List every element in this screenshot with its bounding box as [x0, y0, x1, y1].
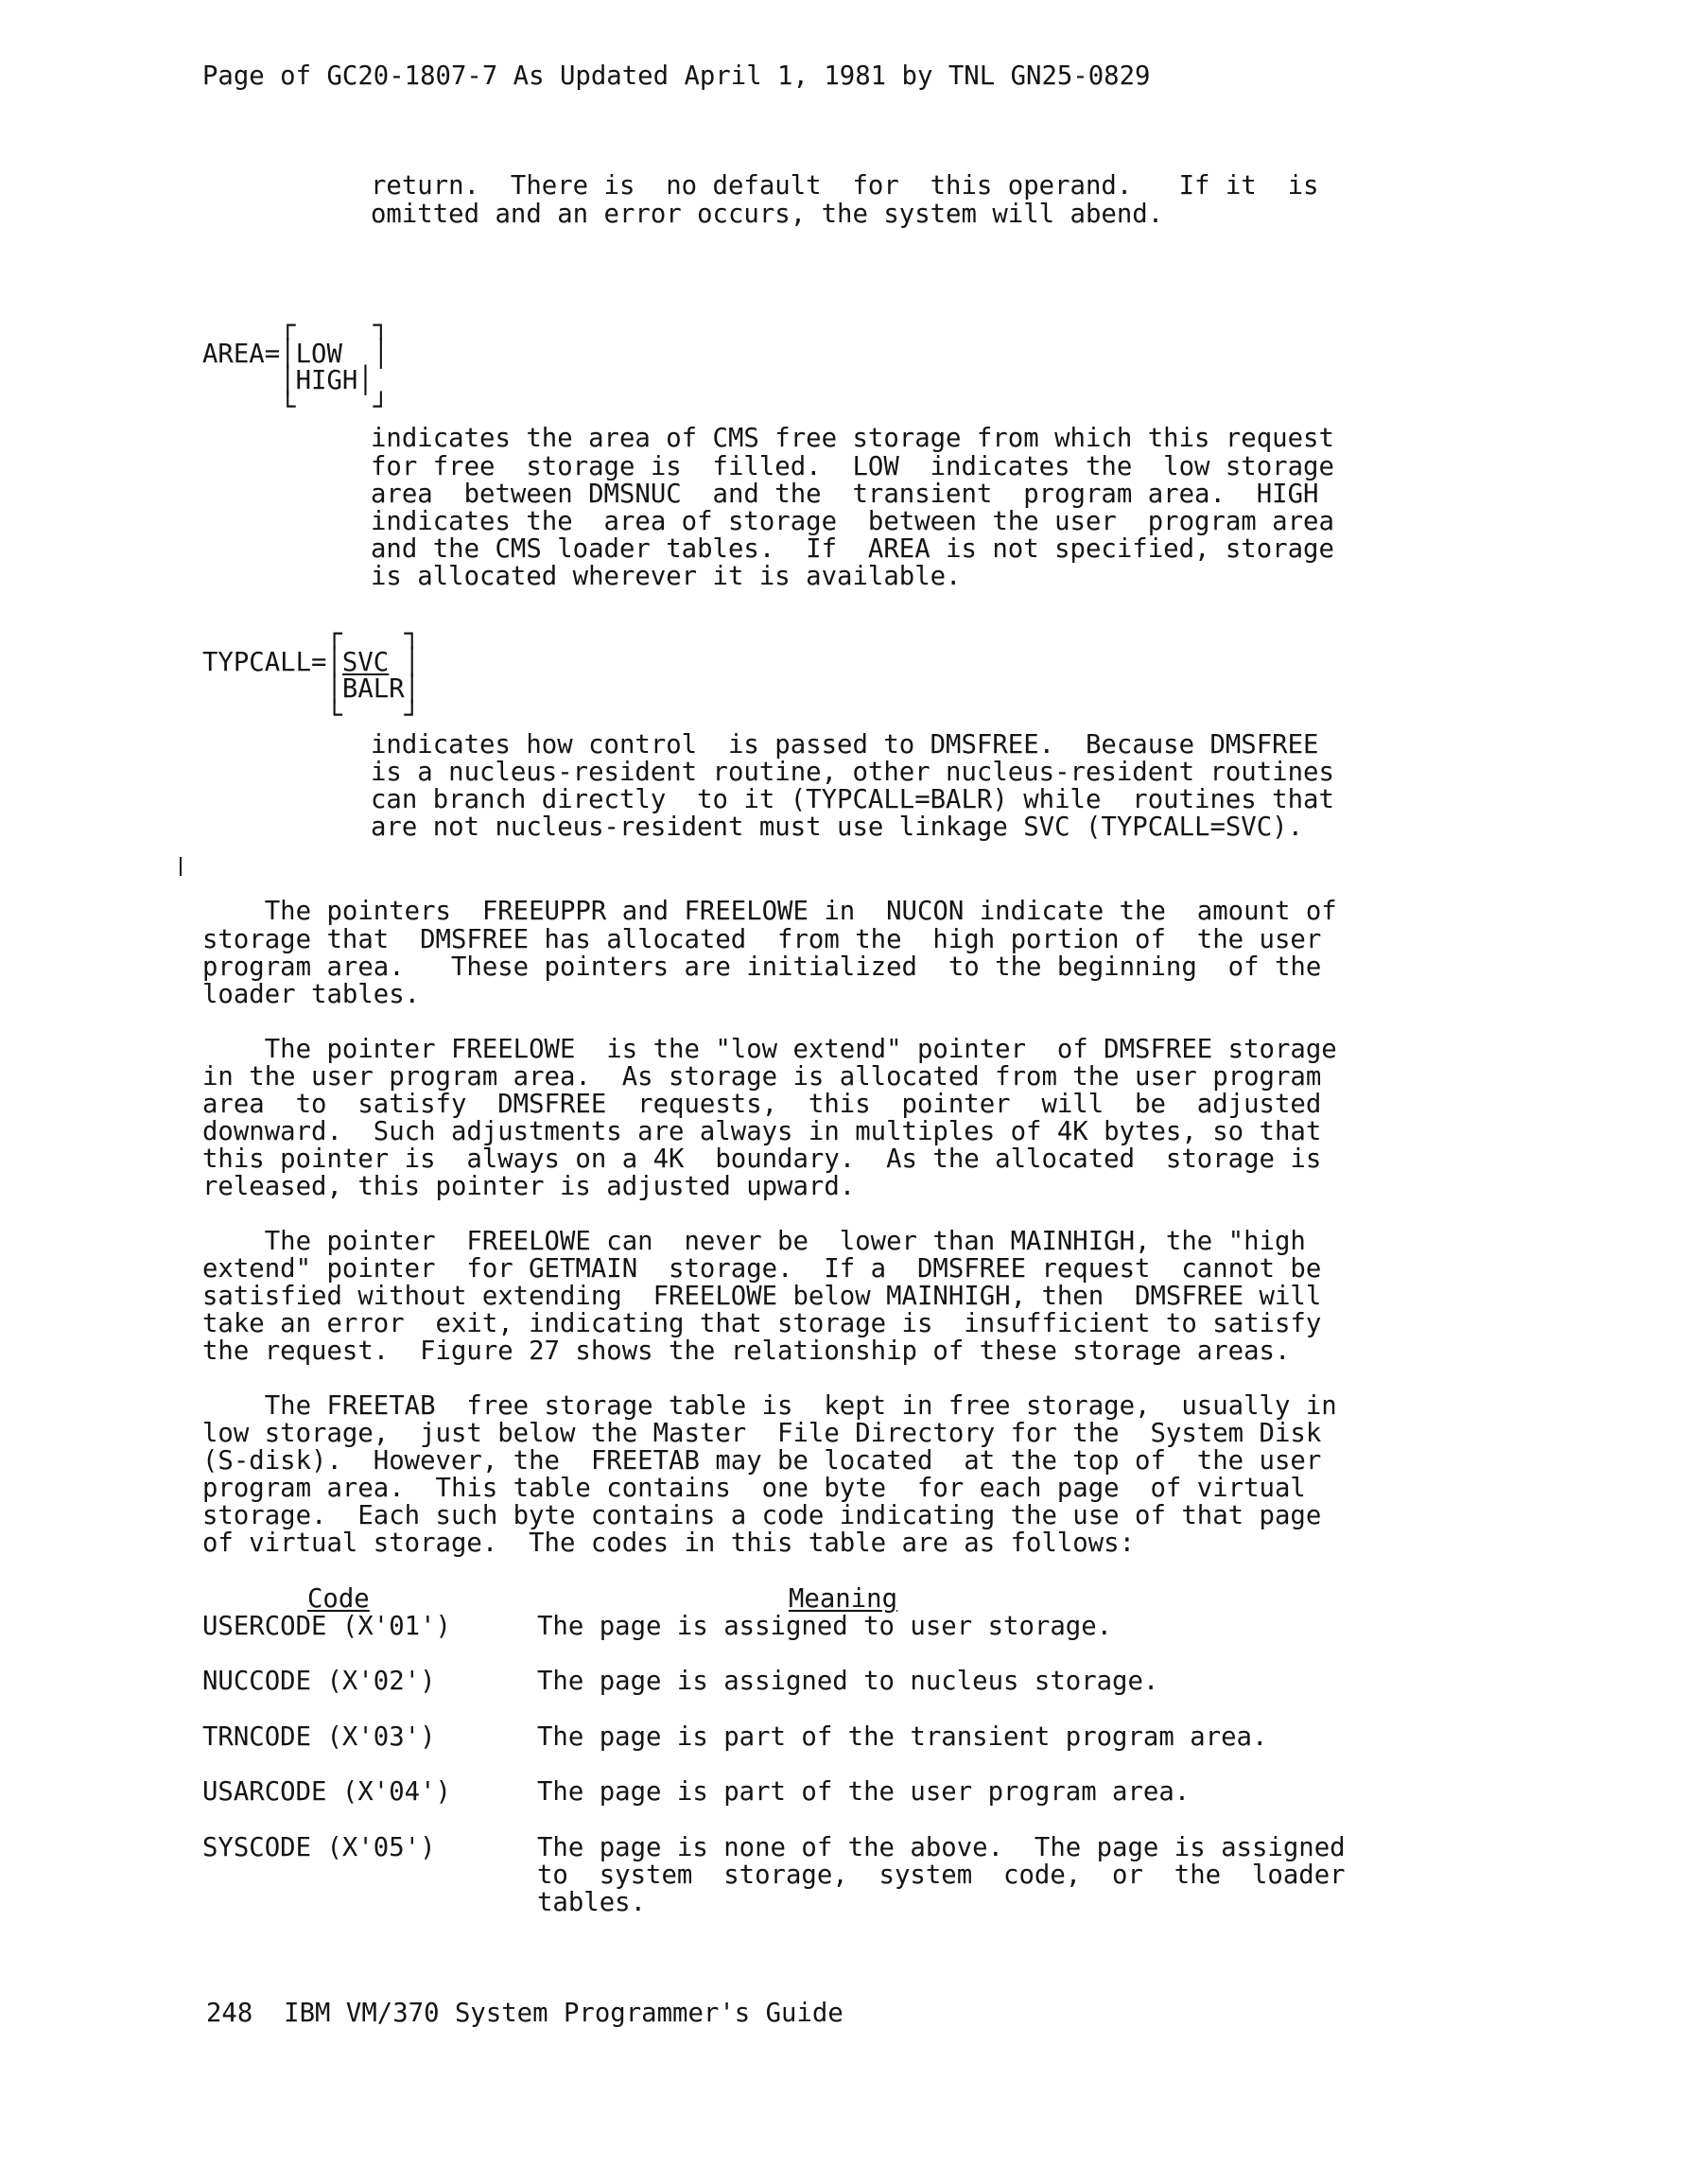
- meaning-syscode-line-2: to system storage, system code, or the loader: [537, 1861, 1346, 1890]
- typcall-prefix: TYPCALL=: [202, 648, 327, 677]
- para3-line-4: take an error exit, indicating that storage is insufficient to satisfy: [202, 1309, 1322, 1338]
- para4-line-5: storage. Each such byte contains a code indicating the use of that page: [202, 1501, 1322, 1530]
- para1-line-1: The pointers FREEUPPR and FREELOWE in NUCON indicate the amount of: [202, 897, 1337, 926]
- para2-line-4: downward. Such adjustments are always in multiples of 4K bytes, so that: [202, 1117, 1322, 1146]
- typcall-desc-line-1: indicates how control is passed to DMSFREE. Because DMSFREE: [371, 730, 1319, 760]
- page-footer: 248 IBM VM/370 System Programmer's Guide: [206, 1999, 844, 2028]
- para2-line-1: The pointer FREELOWE is the "low extend" pointer of DMSFREE storage: [202, 1035, 1337, 1064]
- para2-line-3: area to satisfy DMSFREE requests, this pointer will be adjusted: [202, 1090, 1322, 1119]
- meaning-usercode: The page is assigned to user storage.: [537, 1612, 1113, 1641]
- typcall-desc-line-4: are not nucleus-resident must use linkage SVC (TYPCALL=SVC).: [371, 812, 1304, 842]
- para1-line-4: loader tables.: [202, 980, 421, 1009]
- page-header: Page of GC20-1807-7 As Updated April 1, 1981 by TNL GN25-0829: [202, 61, 1151, 91]
- para4-line-4: program area. This table contains one byte for each page of virtual: [202, 1474, 1306, 1503]
- meaning-syscode-line-3: tables.: [537, 1888, 647, 1917]
- code-trncode: TRNCODE (X'03'): [202, 1722, 436, 1752]
- area-syntax-bottom: └ ┘: [202, 393, 390, 422]
- area-desc-line-6: is allocated wherever it is available.: [371, 562, 962, 591]
- typcall-default-option: SVC: [341, 648, 390, 677]
- para4-line-6: of virtual storage. The codes in this table are as follows:: [202, 1529, 1136, 1558]
- typcall-desc-line-3: can branch directly to it (TYPCALL=BALR) while routines that: [371, 785, 1334, 814]
- typcall-syntax-line-2: │BALR│: [202, 674, 421, 704]
- para4-line-2: low storage, just below the Master File Directory for the System Disk: [202, 1419, 1322, 1448]
- revision-bar: [180, 857, 182, 876]
- code-usarcode: USARCODE (X'04'): [202, 1777, 451, 1807]
- meaning-syscode-line-1: The page is none of the above. The page is assigned: [537, 1833, 1346, 1862]
- area-desc-line-1: indicates the area of CMS free storage from which this request: [371, 424, 1334, 453]
- area-syntax-top: ┌ ┐: [202, 311, 390, 341]
- meaning-nuccode: The page is assigned to nucleus storage.: [537, 1667, 1159, 1696]
- meaning-usarcode: The page is part of the user program area.: [537, 1777, 1191, 1807]
- code-nuccode: NUCCODE (X'02'): [202, 1667, 436, 1696]
- codes-header-code: Code: [307, 1584, 370, 1614]
- intro-line-1: return. There is no default for this operand. If it is: [371, 171, 1319, 201]
- area-syntax-line-2: │HIGH│: [202, 366, 374, 395]
- typcall-option-2: BALR: [341, 674, 405, 704]
- para4-line-3: (S-disk). However, the FREETAB may be located at the top of the user: [202, 1446, 1322, 1476]
- para1-line-2: storage that DMSFREE has allocated from the high portion of the user: [202, 925, 1322, 954]
- code-usercode: USERCODE (X'01'): [202, 1612, 451, 1641]
- para2-line-2: in the user program area. As storage is allocated from the user program: [202, 1062, 1322, 1092]
- para2-line-5: this pointer is always on a 4K boundary. As the allocated storage is: [202, 1144, 1322, 1174]
- area-desc-line-5: and the CMS loader tables. If AREA is not specified, storage: [371, 534, 1334, 564]
- para3-line-1: The pointer FREELOWE can never be lower than MAINHIGH, the "high: [202, 1227, 1306, 1256]
- para3-line-3: satisfied without extending FREELOWE below MAINHIGH, then DMSFREE will: [202, 1282, 1322, 1311]
- para1-line-3: program area. These pointers are initialized to the beginning of the: [202, 952, 1322, 982]
- codes-header-meaning: Meaning: [789, 1584, 898, 1614]
- para3-line-2: extend" pointer for GETMAIN storage. If a DMSFREE request cannot be: [202, 1254, 1322, 1284]
- area-desc-line-2: for free storage is filled. LOW indicates the low storage: [371, 452, 1334, 481]
- typcall-desc-line-2: is a nucleus-resident routine, other nucleus-resident routines: [371, 758, 1334, 787]
- area-desc-line-4: indicates the area of storage between the user program area: [371, 507, 1334, 536]
- para4-line-1: The FREETAB free storage table is kept in free storage, usually in: [202, 1391, 1337, 1421]
- para3-line-5: the request. Figure 27 shows the relationship of these storage areas.: [202, 1337, 1291, 1366]
- typcall-syntax-line-1: TYPCALL=│SVC │: [202, 648, 421, 677]
- typcall-syntax-bottom: └ ┘: [202, 701, 421, 730]
- para2-line-6: released, this pointer is adjusted upward.: [202, 1172, 856, 1201]
- meaning-trncode: The page is part of the transient program area.: [537, 1722, 1268, 1752]
- code-syscode: SYSCODE (X'05'): [202, 1833, 436, 1862]
- area-syntax-line-1: AREA=│LOW │: [202, 340, 390, 369]
- intro-line-2: omitted and an error occurs, the system will abend.: [371, 200, 1164, 229]
- typcall-syntax-top: ┌ ┐: [202, 620, 421, 649]
- area-desc-line-3: area between DMSNUC and the transient program area. HIGH: [371, 480, 1319, 509]
